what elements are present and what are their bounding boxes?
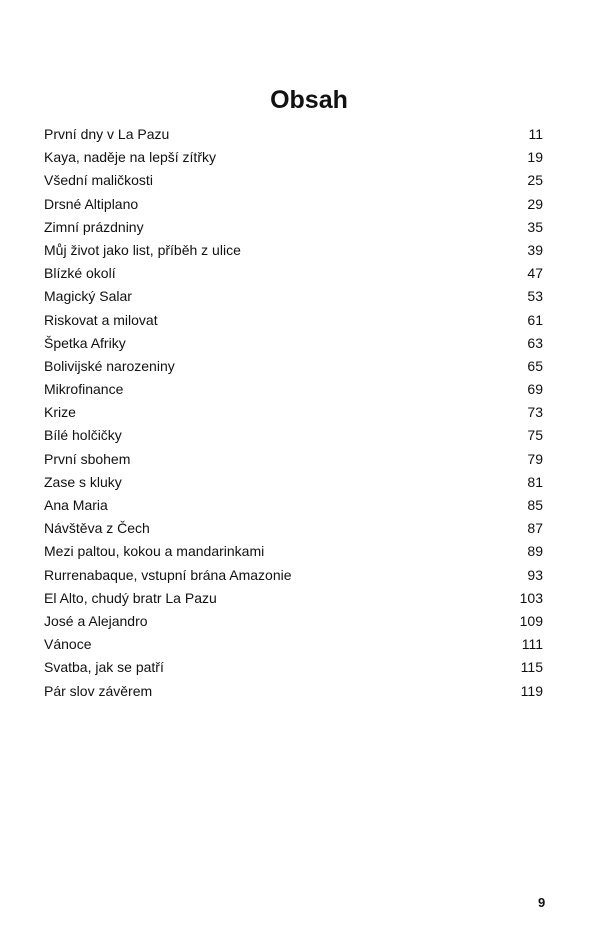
toc-entry-title: Mezi paltou, kokou a mandarinkami bbox=[44, 543, 265, 560]
toc-entry-title: José a Alejandro bbox=[44, 612, 148, 629]
toc-entry-title: Drsné Altiplano bbox=[44, 195, 139, 212]
toc-entry bbox=[44, 379, 543, 402]
toc-entry-page: 109 bbox=[519, 612, 543, 629]
toc-entry-page: 115 bbox=[520, 659, 543, 676]
toc-entry-page: 75 bbox=[527, 427, 543, 444]
toc-entry bbox=[44, 263, 543, 286]
toc-entry-page: 89 bbox=[527, 543, 543, 560]
toc-entry bbox=[44, 657, 543, 680]
toc-entry bbox=[44, 240, 543, 263]
toc-entry-title: Bílé holčičky bbox=[44, 427, 122, 444]
toc-entry-page: 53 bbox=[527, 288, 543, 305]
toc-entry-page: 79 bbox=[527, 450, 543, 467]
toc-entry bbox=[44, 472, 543, 495]
toc-entry bbox=[44, 541, 543, 564]
toc-entry-title: Rurrenabaque, vstupní brána Amazonie bbox=[44, 566, 292, 583]
toc-entry-page: 111 bbox=[521, 636, 543, 653]
toc-entry-page: 19 bbox=[527, 149, 543, 166]
toc-entry-title: Blízké okolí bbox=[44, 265, 116, 282]
toc-entry-page: 47 bbox=[527, 265, 543, 282]
toc-entry-page: 35 bbox=[527, 218, 543, 235]
toc-entry-page: 63 bbox=[527, 334, 543, 351]
toc-entry-page: 65 bbox=[527, 357, 543, 374]
toc-entry-page: 61 bbox=[527, 311, 543, 328]
toc-entry bbox=[44, 147, 543, 170]
toc-entry-title: Riskovat a milovat bbox=[44, 311, 158, 328]
toc-entry-page: 11 bbox=[528, 126, 543, 142]
toc-entry bbox=[44, 518, 543, 541]
toc-entry bbox=[44, 170, 543, 193]
toc-entry-title: Návštěva z Čech bbox=[44, 520, 150, 537]
toc-entry-page: 87 bbox=[527, 520, 543, 537]
toc-entry-title: Můj život jako list, příběh z ulice bbox=[44, 241, 241, 258]
toc-entry bbox=[44, 681, 543, 704]
toc-entry bbox=[44, 124, 543, 147]
toc-entry-page: 81 bbox=[527, 473, 543, 490]
page-title: Obsah bbox=[270, 86, 348, 114]
toc-entry-page: 73 bbox=[527, 404, 543, 421]
toc-entry-page: 29 bbox=[527, 195, 543, 212]
toc-entry-title: Bolivijské narozeniny bbox=[44, 357, 175, 374]
toc-entry bbox=[44, 286, 543, 309]
toc-entry bbox=[44, 217, 543, 240]
toc-entry-page: 25 bbox=[527, 172, 543, 189]
toc-entry bbox=[44, 565, 543, 588]
toc-entry-title: Kaya, naděje na lepší zítřky bbox=[44, 149, 216, 166]
toc-entry-title: Pár slov závěrem bbox=[44, 682, 153, 699]
toc-entry bbox=[44, 402, 543, 425]
toc-entry-page: 119 bbox=[520, 682, 543, 699]
toc-entry bbox=[44, 310, 543, 333]
toc-entry-title: Zimní prázdniny bbox=[44, 218, 144, 235]
toc-entry bbox=[44, 356, 543, 379]
toc-entry-title: Zase s kluky bbox=[44, 473, 122, 490]
toc-entry-page: 103 bbox=[519, 589, 543, 606]
toc-entry bbox=[44, 611, 543, 634]
toc-entry-title: Krize bbox=[44, 404, 76, 421]
toc-entry-title: Špetka Afriky bbox=[44, 334, 126, 351]
toc-entry-page: 39 bbox=[527, 241, 543, 258]
toc-entry-title: První sbohem bbox=[44, 450, 131, 467]
toc-entry bbox=[44, 588, 543, 611]
toc-entry bbox=[44, 634, 543, 657]
toc-entry-title: Ana Maria bbox=[44, 497, 108, 513]
toc-entry bbox=[44, 425, 543, 448]
toc-entry-title: Mikrofinance bbox=[44, 381, 124, 398]
toc-entry-title: Všední maličkosti bbox=[44, 172, 153, 189]
toc-entry-title: První dny v La Pazu bbox=[44, 126, 170, 142]
toc-entry-page: 85 bbox=[527, 497, 543, 513]
toc-entry-title: Vánoce bbox=[44, 636, 92, 653]
page-number: 9 bbox=[538, 895, 546, 910]
toc-entry-title: Svatba, jak se patří bbox=[44, 659, 164, 676]
toc-entry bbox=[44, 333, 543, 356]
table-of-contents bbox=[44, 124, 543, 704]
toc-entry-title: Magický Salar bbox=[44, 288, 132, 305]
toc-entry-page: 69 bbox=[527, 381, 543, 398]
toc-entry-page: 93 bbox=[527, 566, 543, 583]
toc-entry bbox=[44, 449, 543, 472]
toc-entry-title: El Alto, chudý bratr La Pazu bbox=[44, 589, 217, 606]
toc-entry bbox=[44, 194, 543, 217]
toc-entry bbox=[44, 495, 543, 518]
